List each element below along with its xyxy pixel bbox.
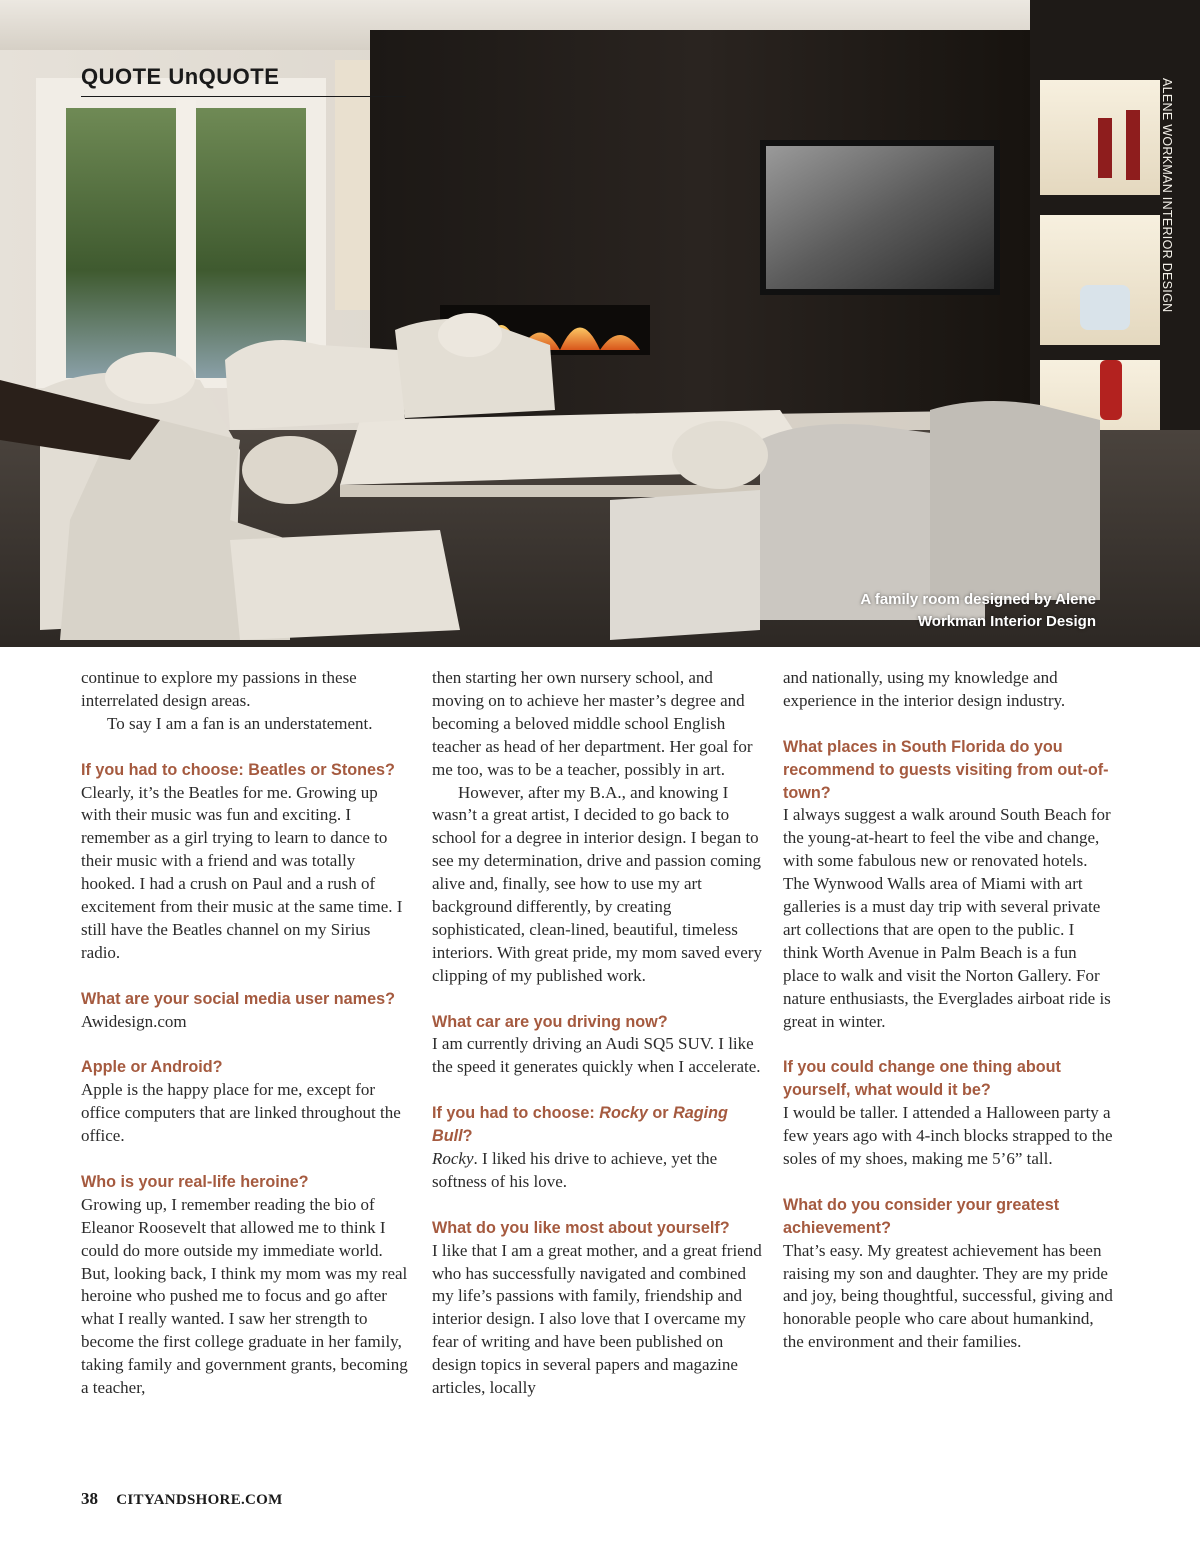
question-text: or (647, 1104, 674, 1123)
page-footer (81, 1489, 283, 1509)
answer: Apple is the happy place for me, except for office computers that are linked throughout the office. (81, 1080, 401, 1146)
question-heading: What places in South Florida do you recommend to guests visiting from out-of-town? (783, 737, 1109, 802)
paragraph: and nationally, using my knowledge and experience in the interior design industry. (783, 668, 1066, 710)
movie-title: Rocky (599, 1104, 648, 1123)
text-column-3 (783, 667, 1113, 1354)
question-heading: What are your social media user names? (81, 989, 395, 1008)
feature-photo (0, 0, 1200, 647)
question-heading (432, 1102, 762, 1148)
photo-caption (756, 589, 1096, 633)
answer: I am currently driving an Audi SQ5 SUV. I like the speed it generates quickly when I accelerate. (432, 1034, 761, 1077)
photo-credit: ALENE WORKMAN INTERIOR DESIGN (1160, 78, 1174, 313)
question-text: ? (462, 1127, 473, 1146)
answer: Clearly, it’s the Beatles for me. Growing up with their music was fun and exciting. I remember as a girl trying to learn to dance to their music with a friend and was totally hooked. I had a crush on Paul and a rush of excitement from their music at the same time. I still have the Beatles channel on my Sirius radio. (81, 782, 403, 962)
movie-title: Rocky (432, 1149, 474, 1168)
text-column-1 (81, 667, 411, 1400)
answer: Growing up, I remember reading the bio of Eleanor Roosevelt that allowed me to think I could do more outside my immediate world. But, looking back, I think my mom was my real heroine who pushed me to focus and go after what I really wanted. I saw her strength to become the first college graduate in her family, taking family and government grants, becoming a teacher, (81, 1194, 408, 1398)
site-name: CITYANDSHORE.COM (116, 1492, 283, 1508)
text-column-2 (432, 667, 762, 1400)
caption-line-2: Workman Interior Design (917, 613, 1096, 630)
question-heading: If you could change one thing about yourself, what would it be? (783, 1058, 1061, 1100)
paragraph: However, after my B.A., and knowing I wasn’t a great artist, I decided to go back to school for a degree in interior design. I began to see my determination, drive and passion coming alive and, finally, see how to use my art background differently, by creating sophisticated, clean-lined, beautiful, timeless interiors. With great pride, my mom saved every clipping of my published work. (432, 782, 762, 985)
page-number: 38 (81, 1489, 98, 1508)
family-room-illustration (0, 0, 1200, 647)
question-heading: What do you consider your greatest achievement? (783, 1195, 1060, 1237)
paragraph: To say I am a fan is an understatement. (107, 713, 373, 733)
question-heading: What car are you driving now? (432, 1012, 668, 1031)
answer-text: . I liked his drive to achieve, yet the softness of his love. (432, 1149, 718, 1191)
paragraph: continue to explore my passions in these interrelated design areas. (81, 668, 357, 710)
answer: I would be taller. I attended a Halloween party a few years ago with 4-inch blocks strapped to the soles of my shoes, making me 5’6” tall. (783, 1103, 1113, 1168)
question-heading: Apple or Android? (81, 1058, 223, 1077)
caption-line-1: A family room designed by Alene (860, 591, 1096, 608)
answer: Awidesign.com (81, 1011, 187, 1031)
question-heading: If you had to choose: Beatles or Stones? (81, 760, 395, 779)
answer: That’s easy. My greatest achievement has been raising my son and daughter. They are my pride and joy, being thoughtful, successful, giving and honorable people who care about humankind, the environment and their families. (783, 1240, 1113, 1352)
answer: I always suggest a walk around South Beach for the young-at-heart to feel the vibe and change, with some fabulous new or renovated hotels. The Wynwood Walls area of Miami with art galleries is a must day trip with several private art collections that are open to the public. I think Worth Avenue in Palm Beach is a fun place to walk and visit the Norton Gallery. For nature enthusiasts, the Everglades airboat ride is great in winter. (783, 805, 1111, 1031)
section-label: QUOTE UnQUOTE (81, 64, 406, 97)
answer: I like that I am a great mother, and a great friend who has successfully navigated and combined my life’s passions with family, friendship and interior design. I also love that I overcame my fear of writing and have been published on design topics in several papers and magazine articles, locally (432, 1240, 762, 1398)
answer (432, 1148, 762, 1194)
question-text: If you had to choose: (432, 1104, 600, 1123)
question-heading: What do you like most about yourself? (432, 1218, 730, 1237)
paragraph: then starting her own nursery school, and moving on to achieve her master’s degree and becoming a beloved middle school English teacher as head of her department. Her goal for me too, was to be a teacher, possibly in art. (432, 668, 753, 779)
question-heading: Who is your real-life heroine? (81, 1172, 309, 1191)
movie-title: Raging Bull (432, 1104, 728, 1146)
